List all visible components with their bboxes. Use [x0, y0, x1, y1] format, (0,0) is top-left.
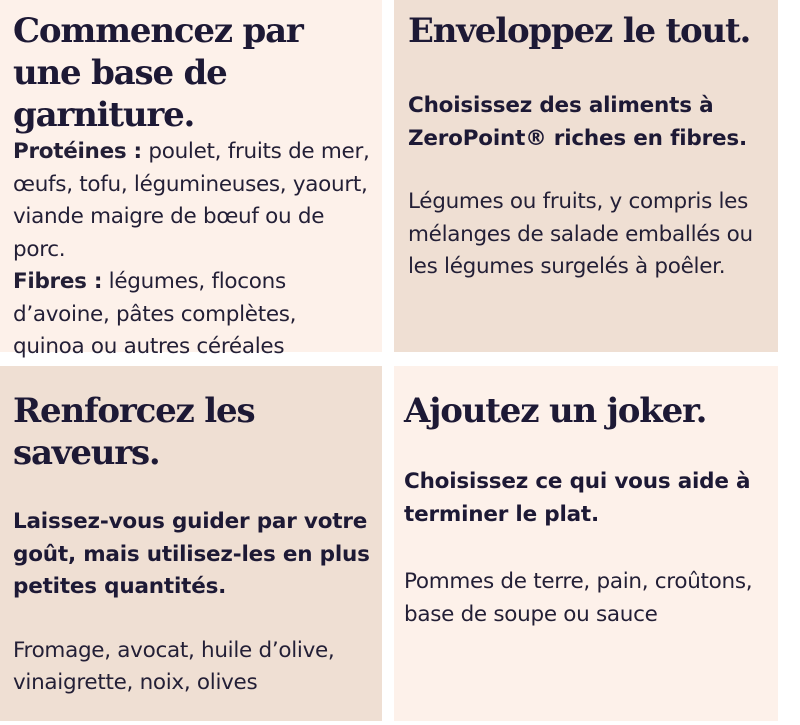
card-body: Légumes ou fruits, y compris les mélanges de salade emballés ou les légumes surgelés à poêler.: [408, 189, 753, 279]
proteins-text: poulet, fruits de mer, œufs, tofu, légumineuses, yaourt, viande maigre de bœuf ou de porc.: [13, 139, 370, 262]
fibres-label: Fibres :: [13, 269, 103, 294]
card-title: Enveloppez le tout.: [408, 11, 751, 51]
card-title: Renforcez les saveurs.: [13, 391, 255, 473]
card-lead: Laissez-vous guider par votre goût, mais utilisez-les en plus petites quantités.: [13, 509, 370, 599]
card-saveurs: [0, 366, 382, 721]
card-title: Ajoutez un joker.: [404, 391, 707, 431]
card-body: Pommes de terre, pain, croûtons, base de soupe ou sauce: [404, 569, 753, 627]
card-title: Commencez par une base de garniture.: [13, 11, 303, 135]
card-envelopper: [394, 0, 778, 352]
card-body: Fromage, avocat, huile d’olive, vinaigrette, noix, olives: [13, 637, 335, 695]
proteins-label: Protéines :: [13, 139, 142, 164]
card-joker: [394, 366, 778, 721]
fibres-text: légumes, flocons d’avoine, pâtes complètes, quinoa ou autres céréales: [13, 269, 297, 359]
card-body: [13, 136, 370, 396]
card-base-garniture: [0, 0, 382, 359]
card-lead: Choisissez ce qui vous aide à terminer le plat.: [404, 469, 751, 527]
card-lead: Choisissez des aliments à ZeroPoint® riches en fibres.: [408, 93, 747, 151]
